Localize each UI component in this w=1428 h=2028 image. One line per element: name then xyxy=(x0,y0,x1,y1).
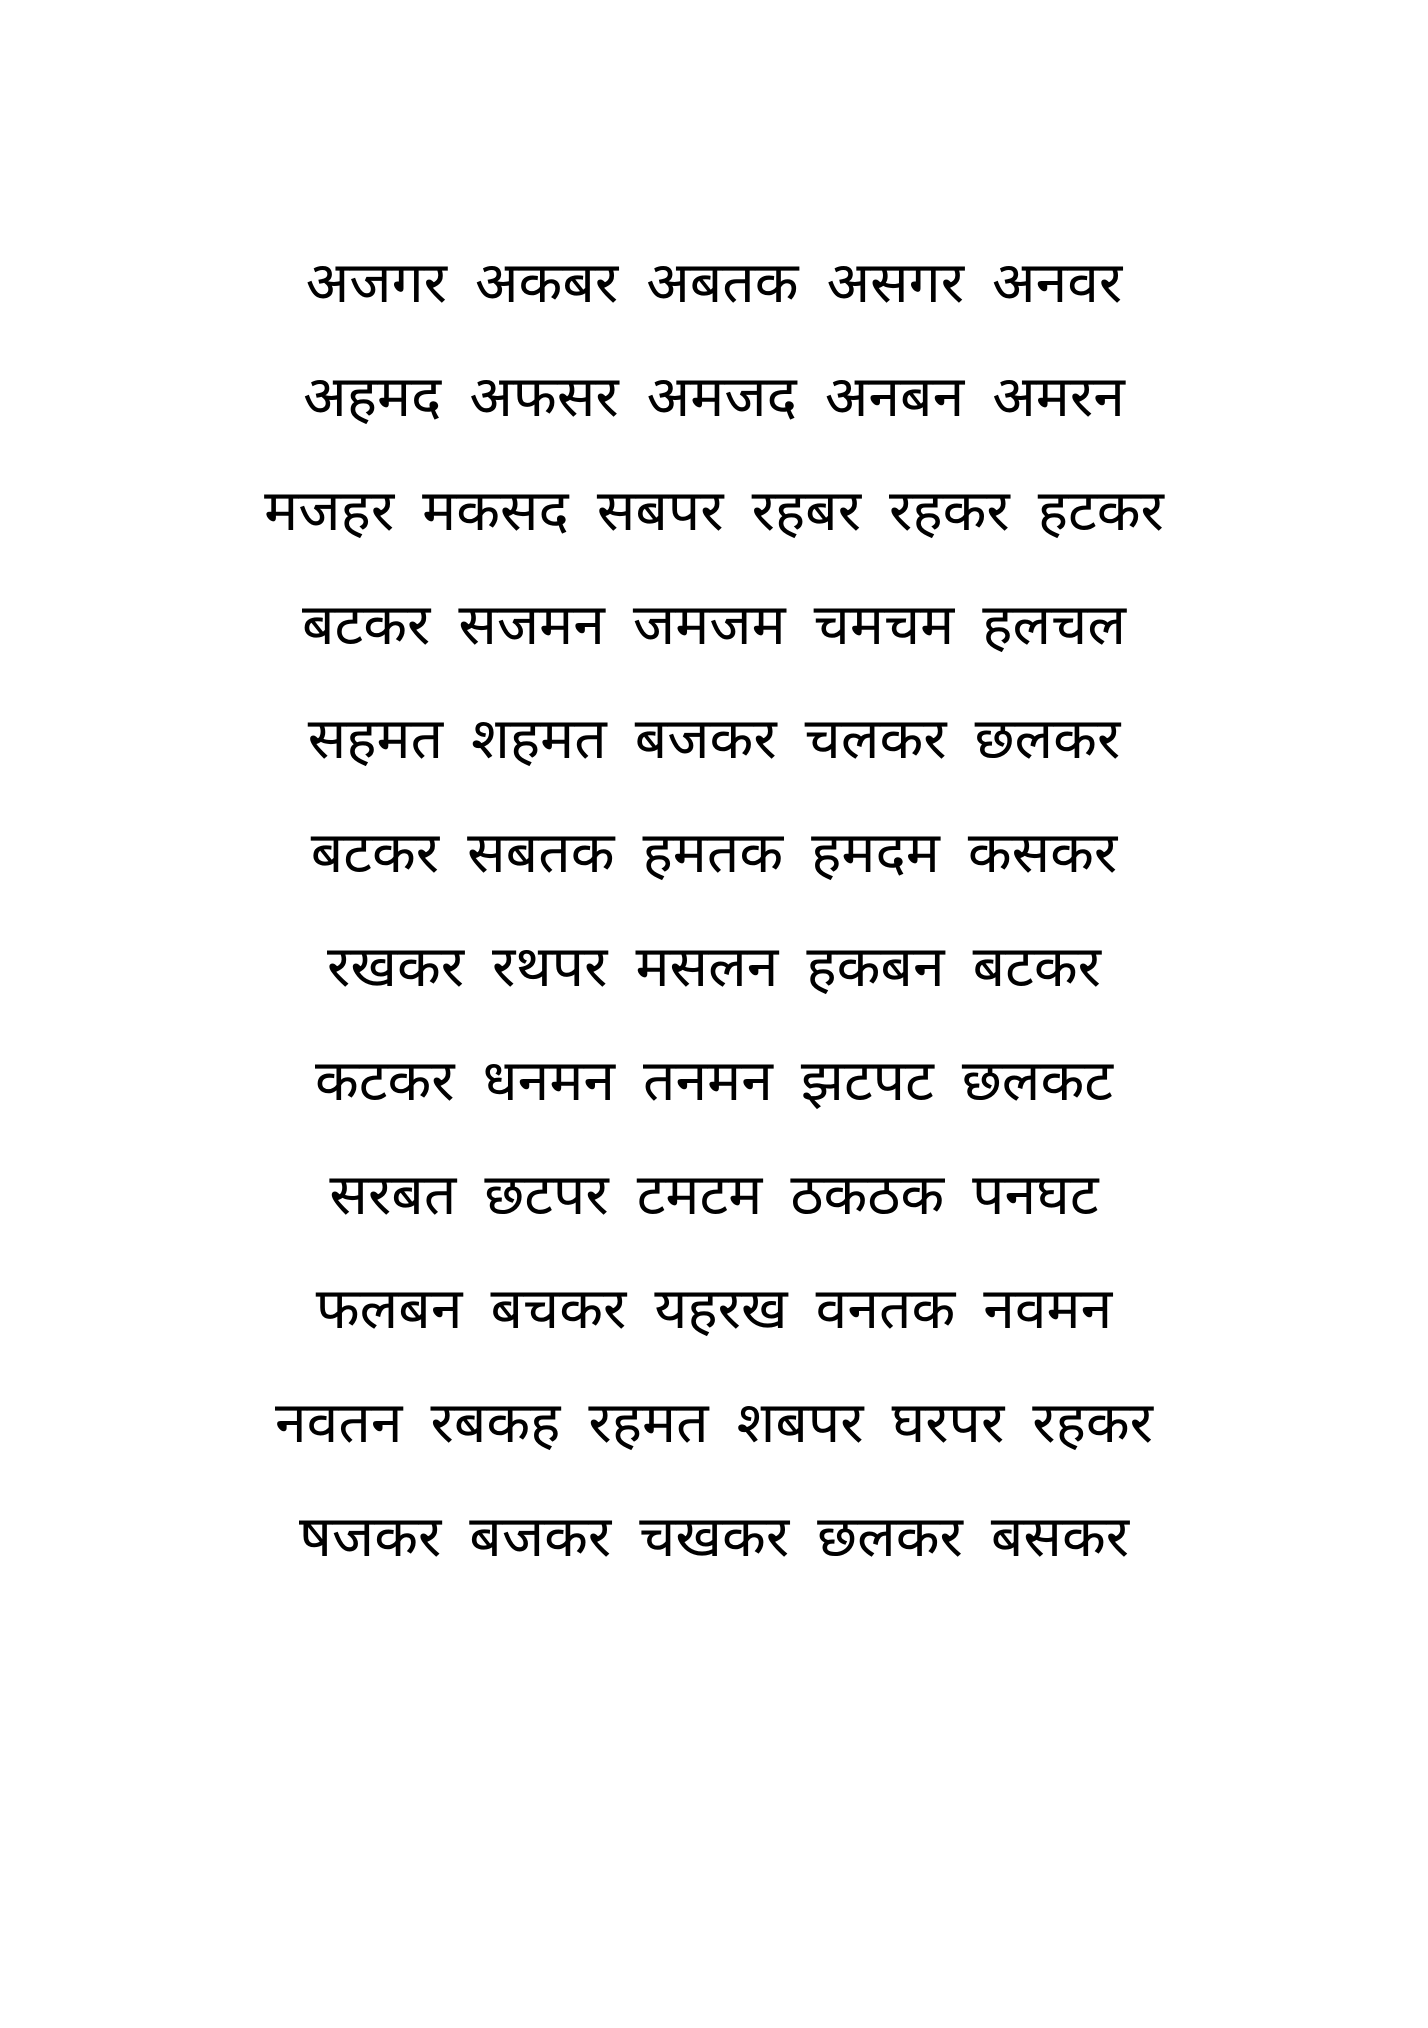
word-item: अमरन xyxy=(992,364,1125,430)
word-item: टमटम xyxy=(636,1162,763,1228)
word-item: शबपर xyxy=(736,1390,864,1456)
word-item: तनमन xyxy=(643,1048,773,1114)
word-item: अबतक xyxy=(646,250,799,316)
word-row xyxy=(150,250,1278,369)
word-item: मजहर xyxy=(264,478,395,544)
word-item: असगर xyxy=(826,250,965,316)
word-item: छटपर xyxy=(484,1162,609,1228)
word-item: रहमत xyxy=(588,1390,709,1456)
word-item: रहकर xyxy=(889,478,1010,544)
word-item: मकसद xyxy=(422,478,569,544)
word-item: नवमन xyxy=(983,1276,1113,1342)
word-item: षजकर xyxy=(298,1504,442,1570)
word-row xyxy=(150,1276,1278,1395)
word-item: सहमत xyxy=(307,706,444,772)
word-item: हमतक xyxy=(642,820,784,886)
word-item: शहमत xyxy=(471,706,607,772)
word-row xyxy=(150,1504,1278,1623)
word-item: सबतक xyxy=(467,820,615,886)
word-item: बजकर xyxy=(469,1504,612,1570)
word-item: रहबर xyxy=(751,478,862,544)
word-item: रहकर xyxy=(1032,1390,1153,1456)
word-item: हकबन xyxy=(806,934,945,1000)
word-item: हटकर xyxy=(1037,478,1164,544)
word-item: सरबत xyxy=(329,1162,457,1228)
word-item: बचकर xyxy=(490,1276,627,1342)
word-item: चखकर xyxy=(639,1504,790,1570)
word-item: मसलन xyxy=(635,934,779,1000)
word-item: अमजद xyxy=(646,364,797,430)
word-item: रखकर xyxy=(327,934,465,1000)
word-item: बटकर xyxy=(972,934,1101,1000)
word-item: पनघट xyxy=(972,1162,1099,1228)
word-item: रबकह xyxy=(430,1390,561,1456)
word-item: अजगर xyxy=(305,250,447,316)
word-item: चलकर xyxy=(804,706,947,772)
word-item: सबपर xyxy=(596,478,724,544)
word-row xyxy=(150,1048,1278,1167)
word-item: छलकर xyxy=(974,706,1121,772)
word-item: जमजम xyxy=(632,592,786,658)
word-item: अनवर xyxy=(992,250,1123,316)
word-item: बसकर xyxy=(990,1504,1130,1570)
word-row xyxy=(150,1162,1278,1281)
word-row xyxy=(150,934,1278,1053)
word-item: चमचम xyxy=(813,592,955,658)
word-item: अकबर xyxy=(475,250,619,316)
word-item: यहरख xyxy=(654,1276,788,1342)
word-item: कटकर xyxy=(315,1048,455,1114)
word-item: ठकठक xyxy=(790,1162,945,1228)
word-item: अफसर xyxy=(469,364,619,430)
word-row xyxy=(150,706,1278,825)
word-item: अहमद xyxy=(303,364,442,430)
word-item: वनतक xyxy=(815,1276,956,1342)
word-row xyxy=(150,820,1278,939)
word-item: रथपर xyxy=(492,934,608,1000)
word-grid xyxy=(150,250,1278,1623)
word-item: छलकर xyxy=(817,1504,963,1570)
word-item: धनमन xyxy=(482,1048,616,1114)
word-row xyxy=(150,592,1278,711)
word-item: अनबन xyxy=(824,364,965,430)
word-item: छलकट xyxy=(961,1048,1113,1114)
word-item: बटकर xyxy=(301,592,431,658)
word-item: फलबन xyxy=(315,1276,463,1342)
word-row xyxy=(150,1390,1278,1509)
word-item: हमदम xyxy=(811,820,940,886)
word-item: घरपर xyxy=(891,1390,1005,1456)
word-item: सजमन xyxy=(458,592,605,658)
word-item: हलचल xyxy=(982,592,1126,658)
word-item: नवतन xyxy=(275,1390,403,1456)
word-item: बजकर xyxy=(634,706,777,772)
word-row xyxy=(150,364,1278,483)
word-item: झटपट xyxy=(800,1048,934,1114)
word-item: कसकर xyxy=(967,820,1118,886)
word-row xyxy=(150,478,1278,597)
word-item: बटकर xyxy=(310,820,440,886)
